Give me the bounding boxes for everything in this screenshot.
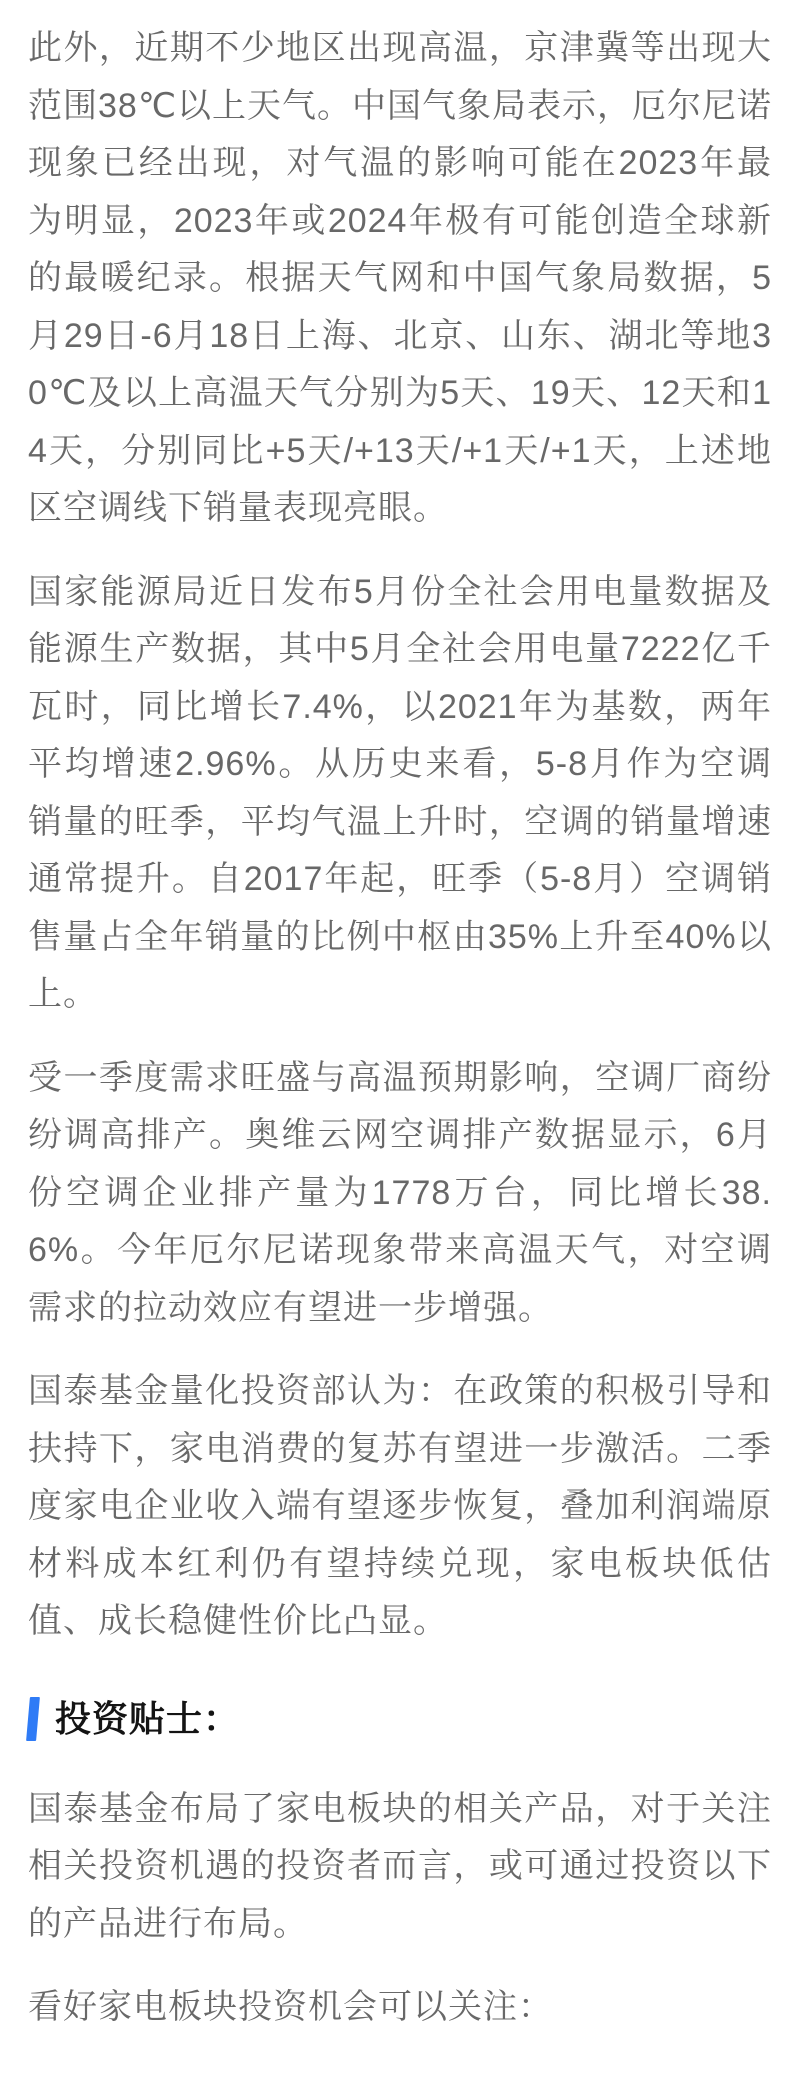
paragraph-electricity-consumption: 国家能源局近日发布5月份全社会用电量数据及能源生产数据，其中5月全社会用电量7222亿千瓦时，同比增长7.4%，以2021年为基数，两年平均增速2.96%。从历史来看，5-8月作为空调销量的旺季，平均气温上升时，空调的销量增速通常提升。自2017年起，旺季（5-8月）空调销售量占全年销量的比例中枢由35%上升至40%以上。 bbox=[28, 572, 772, 1013]
paragraph-high-temperature-news: 此外，近期不少地区出现高温，京津冀等出现大范围38℃以上天气。中国气象局表示，厄尔尼诺现象已经出现，对气温的影响可能在2023年最为明显，2023年或2024年极有可能创造全球新的最暖纪录。根据天气网和中国气象局数据，5月29日-6月18日上海、北京、山东、湖北等地30℃及以上高温天气分别为5天、19天、12天和14天，分别同比+5天/+13天/+1天/+1天，上述地区空调线下销量表现亮眼。 bbox=[28, 29, 773, 527]
paragraph-watchlist-lead-in: 看好家电板块投资机会可以关注： bbox=[28, 1988, 553, 2026]
paragraph-guotai-fund-view: 国泰基金量化投资部认为：在政策的积极引导和扶持下，家电消费的复苏有望进一步激活。二季度家电企业收入端有望逐步恢复，叠加利润端原材料成本红利仍有望持续兑现，家电板块低估值、成长稳健性价比凸显。 bbox=[28, 1372, 772, 1640]
paragraph-ac-production: 受一季度需求旺盛与高温预期影响，空调厂商纷纷调高排产。奥维云网空调排产数据显示，6月份空调企业排产量为1778万台，同比增长38.6%。今年厄尔尼诺现象带来高温天气，对空调需求的拉动效应有望进一步增强。 bbox=[28, 1058, 772, 1327]
section-heading bbox=[28, 1695, 772, 1743]
heading-accent-bar-icon bbox=[26, 1697, 40, 1741]
section-heading-text: 投资贴士： bbox=[55, 1697, 241, 1739]
paragraph-product-layout-intro: 国泰基金布局了家电板块的相关产品，对于关注相关投资机遇的投资者而言，或可通过投资以下的产品进行布局。 bbox=[28, 1789, 772, 1943]
